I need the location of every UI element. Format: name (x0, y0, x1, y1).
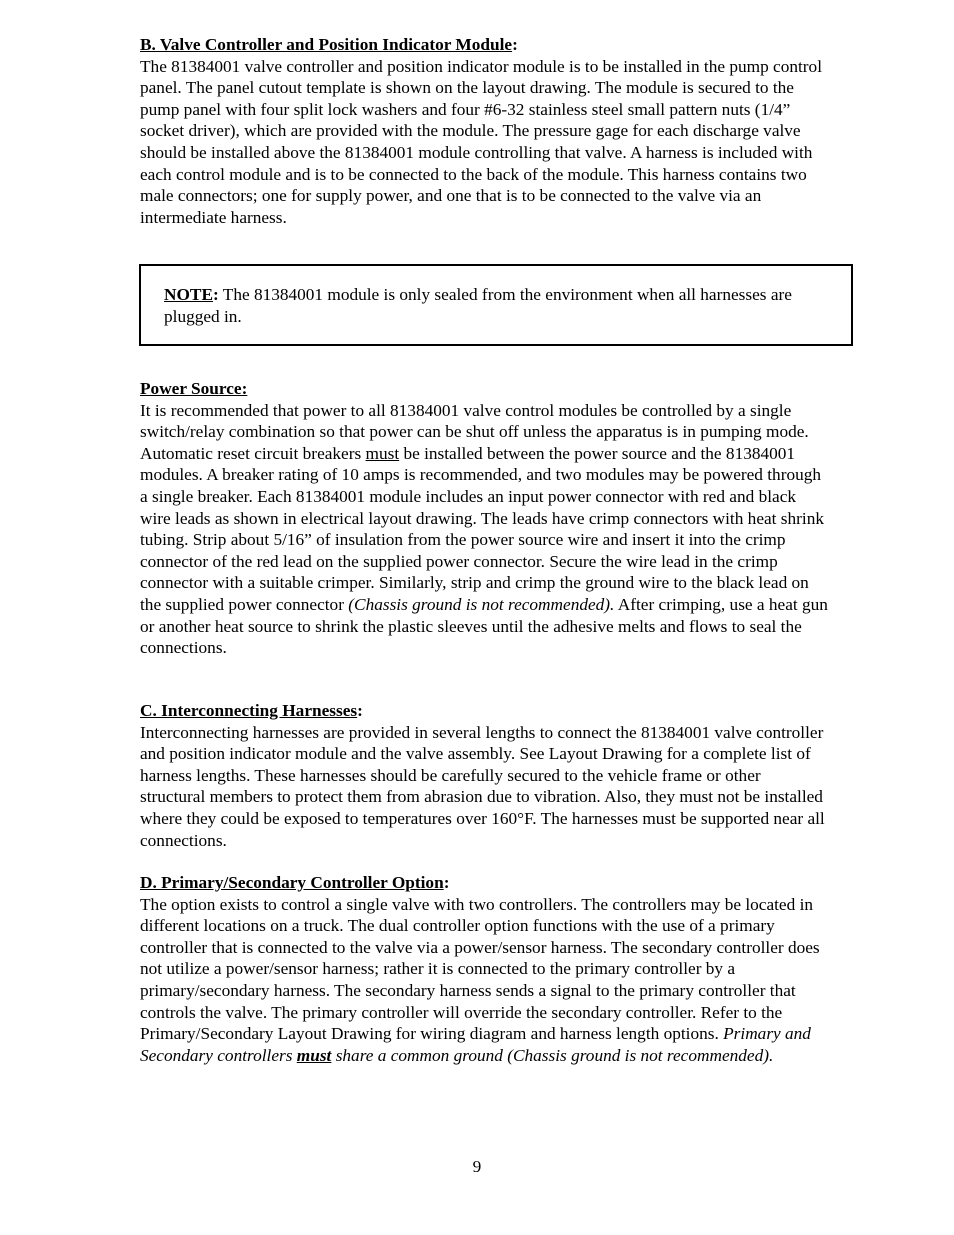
note-label: NOTE (164, 285, 213, 304)
section-b (140, 34, 830, 228)
section-b-heading (140, 34, 830, 56)
power-source-body (140, 400, 830, 659)
note-text (164, 284, 834, 327)
section-d-heading-text: D. Primary/Secondary Controller Option (140, 873, 444, 892)
note-body: The 81384001 module is only sealed from the environment when all harnesses are plugged in. (164, 285, 792, 326)
section-d-heading (140, 872, 830, 894)
power-source-text-1: It is recommended that power to all 81384001 valve control modules be controlled by a single switch/relay combination so that power can be shut off unless the apparatus is in pumping mode. Automatic reset circuit breakers (140, 400, 809, 463)
section-c-heading-text: C. Interconnecting Harnesses (140, 701, 358, 720)
section-d-heading-colon: : (443, 873, 450, 892)
power-source-text-3: After crimping, use a heat gun or another heat source to shrink the plastic sleeves until the adhesive melts and flows to seal the connections. (140, 594, 828, 658)
section-power-source (140, 378, 830, 659)
section-b-body: The 81384001 valve controller and position indicator module is to be installed in the pump control panel. The panel cutout template is shown on the layout drawing. The module is secured to the pump panel with four split lock washers and four #6-32 stainless steel small pattern nuts (1/4” socket driver), which are provided with the module. The pressure gage for each discharge valve should be installed above the 81384001 module controlling that valve. A harness is included with each control module and is to be connected to the back of the module. This harness contains two male connectors; one for supply power, and one that is to be connected to the valve via an intermediate harness. (140, 56, 822, 227)
section-c-body: Interconnecting harnesses are provided in several lengths to connect the 81384001 valve controller and position indicator module and the valve assembly. See Layout Drawing for a complete list of harness lengths. These harnesses should be carefully secured to the vehicle frame or other structural members to protect them from abrasion due to vibration. Also, they must not be installed where they could be exposed to temperatures over 160°F. The harnesses must be supported near all connections. (140, 722, 825, 850)
section-d-text: The option exists to control a single valve with two controllers. The controllers may be located in different locations on a truck. The dual controller option functions with the use of a primary controller that is connected to the valve via a power/sensor harness. The secondary controller does not utilize a power/sensor harness; rather it is connected to the primary controller by a primary/secondary harness. The secondary harness sends a signal to the primary controller that controls the valve. The primary controller will override the secondary controller. Refer to the Primary/Secondary Layout Drawing for wiring diagram and harness length options. (140, 894, 820, 1044)
power-source-heading-text: Power Source: (140, 379, 248, 398)
section-c-heading-colon: : (357, 701, 363, 720)
note-colon: : (212, 285, 219, 304)
section-b-heading-colon: : (512, 35, 518, 54)
section-d-italic-2: share a common ground (Chassis ground is not recommended). (331, 1045, 774, 1065)
power-source-heading (140, 378, 830, 400)
section-d-must: must (296, 1045, 332, 1065)
section-d (140, 872, 830, 1066)
page-number: 9 (472, 1157, 482, 1176)
section-b-heading-text: B. Valve Controller and Position Indicator Module (140, 35, 513, 54)
section-d-body (140, 894, 830, 1067)
note-box (139, 264, 853, 346)
power-source-must: must (365, 443, 400, 463)
power-source-text-2: be installed between the power source and the 81384001 modules. A breaker rating of 10 amps is recommended, and two modules may be powered through a single breaker. Each 81384001 module includes an input power connector with red and black wire leads as shown in electrical layout drawing. The leads have crimp connectors with heat shrink tubing. Strip about 5/16” of insulation from the power source wire and insert it into the crimp connector of the red lead on the supplied power connector. Secure the wire lead in the crimp connector with a suitable crimper. Similarly, strip and crimp the ground wire to the black lead on the supplied power connector (140, 443, 824, 614)
power-source-italic-note: (Chassis ground is not recommended). (348, 594, 615, 614)
section-d-italic-1: Primary and Secondary controllers (140, 1024, 811, 1065)
section-c-heading (140, 700, 830, 722)
section-c (140, 700, 830, 851)
